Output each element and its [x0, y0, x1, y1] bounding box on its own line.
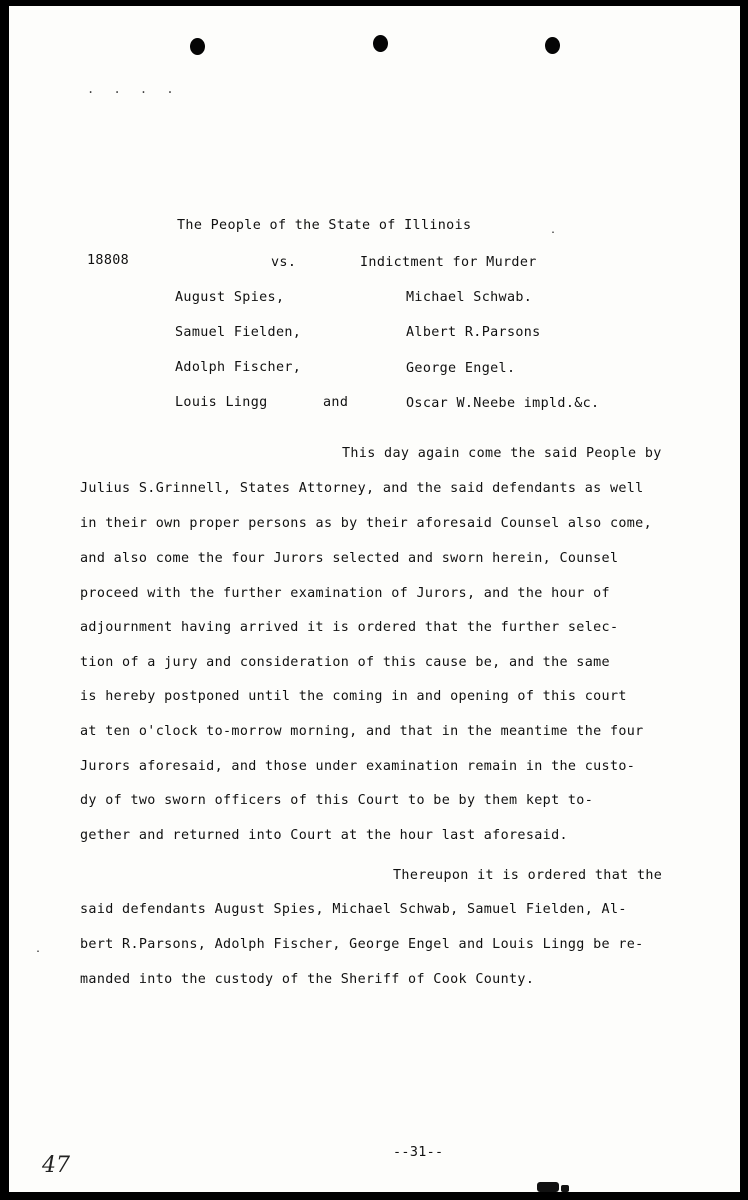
body-line: tion of a jury and consideration of this cause be, and the same	[80, 655, 610, 670]
defendant-right-1: Michael Schwab.	[406, 290, 533, 305]
punch-hole-center	[373, 35, 388, 52]
defendant-right-2: Albert R.Parsons	[406, 325, 541, 340]
body-line: gether and returned into Court at the hour last aforesaid.	[80, 828, 568, 843]
document-page	[9, 6, 740, 1192]
defendant-left-4: Louis Lingg	[175, 395, 268, 410]
defendant-left-2: Samuel Fielden,	[175, 325, 302, 340]
body-line: dy of two sworn officers of this Court to be by them kept to-	[80, 793, 594, 808]
body-line: in their own proper persons as by their aforesaid Counsel also come,	[80, 516, 653, 531]
defendant-left-1: August Spies,	[175, 290, 285, 305]
stray-mark: .	[35, 944, 42, 955]
scan-smudge	[561, 1185, 569, 1192]
defendant-left-3: Adolph Fischer,	[175, 360, 302, 375]
handwritten-folio-number: 47	[42, 1153, 70, 1178]
page-number: --31--	[393, 1145, 444, 1160]
case-number: 18808	[87, 253, 130, 268]
defendant-right-4: Oscar W.Neebe impld.&c.	[406, 396, 600, 411]
body-line: Jurors aforesaid, and those under examination remain in the custo-	[80, 759, 636, 774]
caption-charge: Indictment for Murder	[360, 255, 537, 270]
caption-and: and	[323, 395, 349, 410]
punch-hole-right	[545, 37, 560, 54]
body-line: manded into the custody of the Sheriff of Cook County.	[80, 972, 535, 987]
body-line: and also come the four Jurors selected and sworn herein, Counsel	[80, 551, 619, 566]
body-line: proceed with the further examination of Jurors, and the hour of	[80, 586, 610, 601]
body-line: This day again come the said People by	[342, 446, 662, 461]
top-marks: . . . .	[87, 82, 180, 96]
stray-mark: .	[550, 225, 557, 236]
caption-vs: vs.	[271, 255, 297, 270]
caption-title: The People of the State of Illinois	[177, 218, 472, 233]
scan-smudge	[537, 1182, 559, 1192]
body-line: at ten o'clock to-morrow morning, and that in the meantime the four	[80, 724, 644, 739]
body-line: adjournment having arrived it is ordered that the further selec-	[80, 620, 619, 635]
defendant-right-3: George Engel.	[406, 361, 516, 376]
body-line: Thereupon it is ordered that the	[393, 868, 663, 883]
body-line: Julius S.Grinnell, States Attorney, and the said defendants as well	[80, 481, 644, 496]
punch-hole-left	[190, 38, 205, 55]
body-line: is hereby postponed until the coming in and opening of this court	[80, 689, 627, 704]
body-line: bert R.Parsons, Adolph Fischer, George Engel and Louis Lingg be re-	[80, 937, 644, 952]
body-line: said defendants August Spies, Michael Schwab, Samuel Fielden, Al-	[80, 902, 627, 917]
